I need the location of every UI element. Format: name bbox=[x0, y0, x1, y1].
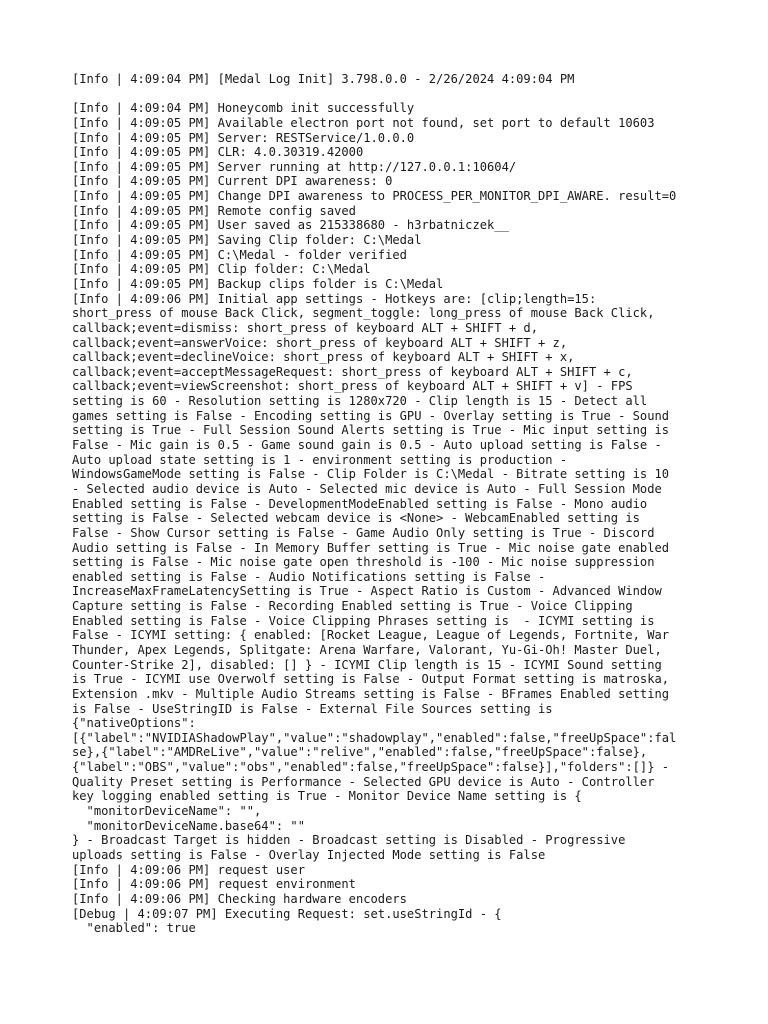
log-line: Enabled setting is False - Voice Clipping Phrases setting is - ICYMI setting is bbox=[72, 613, 655, 628]
log-line: [Info | 4:09:04 PM] Honeycomb init successfully bbox=[72, 101, 415, 116]
log-line: [Info | 4:09:05 PM] Server running at http://127.0.0.1:10604/ bbox=[72, 159, 517, 174]
log-line: [Info | 4:09:05 PM] Saving Clip folder: C:\Medal bbox=[72, 233, 422, 248]
log-line: [Info | 4:09:04 PM] [Medal Log Init] 3.798.0.0 - 2/26/2024 4:09:04 PM bbox=[72, 72, 575, 86]
log-line: [Info | 4:09:06 PM] Checking hardware encoders bbox=[72, 891, 407, 906]
log-line: "enabled": true bbox=[72, 921, 196, 936]
log-line: Capture setting is False - Recording Enabled setting is True - Voice Clipping bbox=[72, 599, 633, 614]
log-line: callback;event=dismiss: short_press of keyboard ALT + SHIFT + d, bbox=[72, 320, 538, 335]
log-line: [Info | 4:09:05 PM] Change DPI awareness to PROCESS_PER_MONITOR_DPI_AWARE. result=0 bbox=[72, 189, 677, 204]
log-line: games setting is False - Encoding setting is GPU - Overlay setting is True - Sound bbox=[72, 408, 670, 423]
log-line: setting is False - Selected webcam device is <None> - WebcamEnabled setting is bbox=[72, 511, 640, 526]
log-line: uploads setting is False - Overlay Injected Mode setting is False bbox=[72, 847, 546, 862]
log-line: [Info | 4:09:05 PM] Current DPI awareness: 0 bbox=[72, 174, 393, 189]
log-line: [Info | 4:09:05 PM] Available electron port not found, set port to default 10603 bbox=[72, 115, 655, 130]
log-line: short_press of mouse Back Click, segment_toggle: long_press of mouse Back Click, bbox=[72, 306, 655, 321]
log-line: [Info | 4:09:05 PM] Clip folder: C:\Medal bbox=[72, 262, 371, 277]
log-line: [Info | 4:09:05 PM] Remote config saved bbox=[72, 203, 356, 218]
log-line: callback;event=viewScreenshot: short_press of keyboard ALT + SHIFT + v] - FPS bbox=[72, 379, 633, 394]
log-line: enabled setting is False - Audio Notifications setting is False - bbox=[72, 569, 546, 584]
log-line: se},{"label":"AMDReLive","value":"relive","enabled":false,"freeUpSpace":false}, bbox=[72, 745, 648, 760]
log-line: False - ICYMI setting: { enabled: [Rocket League, League of Legends, Fortnite, War bbox=[72, 628, 670, 643]
log-line: [Info | 4:09:06 PM] Initial app settings - Hotkeys are: [clip;length=15: bbox=[72, 291, 597, 306]
log-line: is True - ICYMI use Overwolf setting is False - Output Format setting is matroska, bbox=[72, 672, 670, 687]
log-line: Extension .mkv - Multiple Audio Streams setting is False - BFrames Enabled setting bbox=[72, 686, 670, 701]
log-line: [{"label":"NVIDIAShadowPlay","value":"shadowplay","enabled":false,"freeUpSpace":fal bbox=[72, 730, 677, 745]
log-text bbox=[72, 72, 676, 936]
log-line: WindowsGameMode setting is False - Clip Folder is C:\Medal - Bitrate setting is 10 bbox=[72, 467, 670, 482]
log-line: False - Mic gain is 0.5 - Game sound gain is 0.5 - Auto upload setting is False - bbox=[72, 438, 662, 453]
log-line: callback;event=declineVoice: short_press of keyboard ALT + SHIFT + x, bbox=[72, 350, 575, 365]
log-line: [Info | 4:09:05 PM] CLR: 4.0.30319.42000 bbox=[72, 145, 364, 160]
log-line: setting is True - Full Session Sound Alerts setting is True - Mic input setting is bbox=[72, 423, 670, 438]
log-line: Quality Preset setting is Performance - Selected GPU device is Auto - Controller bbox=[72, 774, 655, 789]
log-line: [Info | 4:09:05 PM] C:\Medal - folder verified bbox=[72, 247, 407, 262]
log-line: IncreaseMaxFrameLatencySetting is True - Aspect Ratio is Custom - Advanced Window bbox=[72, 584, 662, 599]
log-line: {"nativeOptions": bbox=[72, 716, 196, 731]
log-line: [Info | 4:09:06 PM] request user bbox=[72, 862, 305, 877]
log-line: Auto upload state setting is 1 - environment setting is production - bbox=[72, 452, 568, 467]
log-line: [Info | 4:09:05 PM] Backup clips folder is C:\Medal bbox=[72, 276, 444, 291]
log-line: Thunder, Apex Legends, Splitgate: Arena Warfare, Valorant, Yu-Gi-Oh! Master Duel, bbox=[72, 642, 662, 657]
log-line: "monitorDeviceName.base64": "" bbox=[72, 818, 305, 833]
log-line: } - Broadcast Target is hidden - Broadcast setting is Disabled - Progressive bbox=[72, 833, 626, 848]
log-line: [Info | 4:09:05 PM] Server: RESTService/1.0.0.0 bbox=[72, 130, 415, 145]
log-line: False - Show Cursor setting is False - Game Audio Only setting is True - Discord bbox=[72, 525, 655, 540]
log-line: "monitorDeviceName": "", bbox=[72, 804, 262, 819]
log-line: [Info | 4:09:05 PM] User saved as 215338680 - h3rbatniczek__ bbox=[72, 218, 509, 233]
log-line: Counter-Strike 2], disabled: [] } - ICYMI Clip length is 15 - ICYMI Sound setting bbox=[72, 657, 662, 672]
log-line: callback;event=acceptMessageRequest: short_press of keyboard ALT + SHIFT + c, bbox=[72, 364, 633, 379]
log-line: [Debug | 4:09:07 PM] Executing Request: set.useStringId - { bbox=[72, 906, 502, 921]
log-line: is False - UseStringID is False - External File Sources setting is bbox=[72, 701, 553, 716]
log-line: setting is False - Mic noise gate open threshold is -100 - Mic noise suppression bbox=[72, 555, 655, 570]
log-line: setting is 60 - Resolution setting is 1280x720 - Clip length is 15 - Detect all bbox=[72, 394, 648, 409]
log-line: key logging enabled setting is True - Monitor Device Name setting is { bbox=[72, 789, 582, 804]
log-line: callback;event=answerVoice: short_press of keyboard ALT + SHIFT + z, bbox=[72, 335, 568, 350]
log-line: Audio setting is False - In Memory Buffer setting is True - Mic noise gate enabled bbox=[72, 540, 670, 555]
log-line: [Info | 4:09:06 PM] request environment bbox=[72, 877, 356, 892]
log-line bbox=[72, 87, 676, 102]
log-line: {"label":"OBS","value":"obs","enabled":false,"freeUpSpace":false}],"folders":[]} - bbox=[72, 760, 670, 775]
log-line: - Selected audio device is Auto - Selected mic device is Auto - Full Session Mode bbox=[72, 481, 662, 496]
log-line: Enabled setting is False - DevelopmentModeEnabled setting is False - Mono audio bbox=[72, 496, 648, 511]
